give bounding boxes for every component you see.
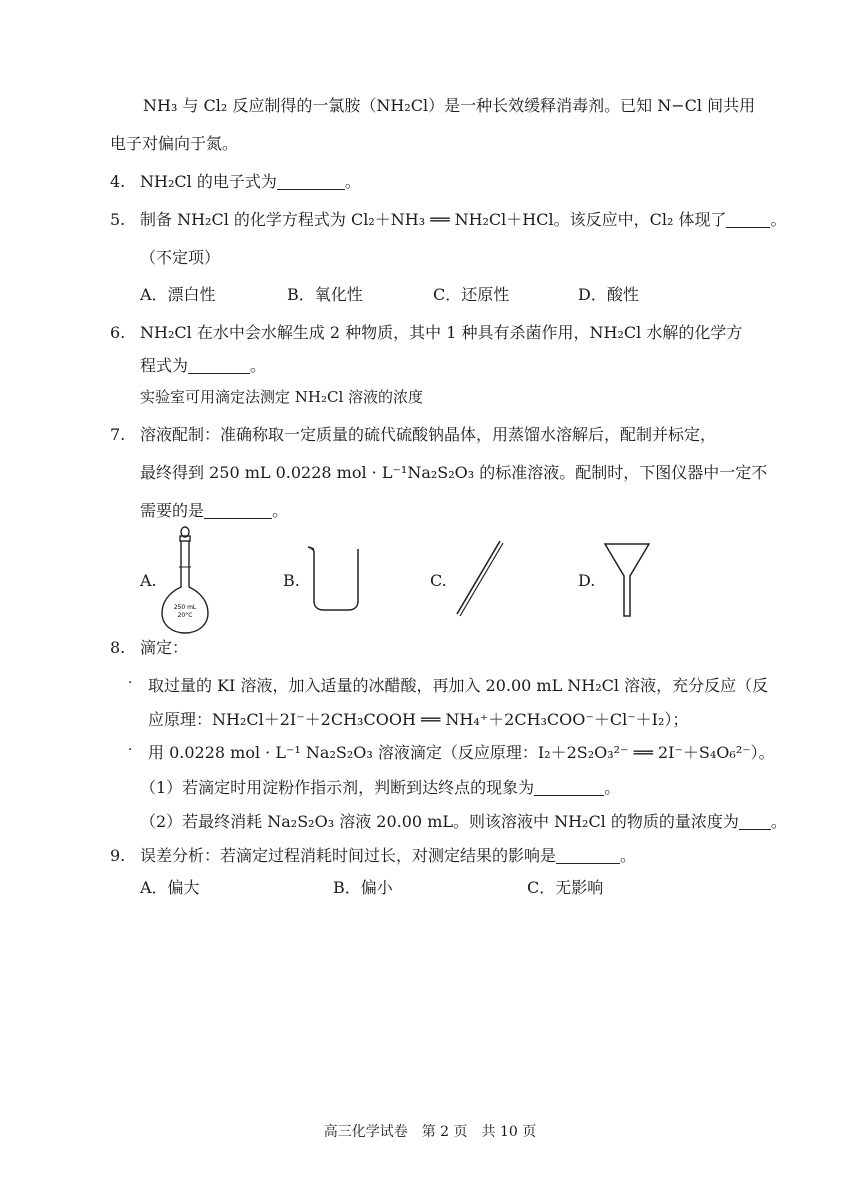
question-5-note: （不定项） bbox=[140, 248, 221, 267]
bullet-2: · bbox=[128, 742, 133, 758]
question-5-text bbox=[140, 209, 786, 231]
option-d[interactable]: D．酸性 bbox=[578, 285, 639, 304]
question-6-number: 6. bbox=[110, 323, 126, 342]
question-5-number: 5. bbox=[110, 210, 126, 229]
question-7-end: 。 bbox=[272, 501, 289, 520]
question-8-sub-1-prompt: （1）若滴定时用淀粉作指示剂，判断到达终点的现象为 bbox=[140, 778, 535, 797]
question-5-end: 。 bbox=[770, 210, 787, 229]
option-b[interactable]: B．氧化性 bbox=[287, 285, 363, 304]
beaker-icon bbox=[306, 543, 364, 613]
question-9-prompt: 误差分析：若滴定过程消耗时间过长，对测定结果的影响是 bbox=[140, 846, 557, 865]
question-8-number: 8. bbox=[110, 638, 126, 657]
glass-rod-icon bbox=[450, 538, 506, 618]
question-7-line-2: 最终得到 250 mL 0.0228 mol · L⁻¹Na₂S₂O₃ 的标准溶液。配制时，下图仪器中一定不 bbox=[140, 463, 768, 482]
answer-blank[interactable] bbox=[726, 211, 770, 228]
question-9-end: 。 bbox=[620, 846, 637, 865]
option-c[interactable]: C．无影响 bbox=[527, 878, 604, 897]
option-c[interactable]: C．还原性 bbox=[433, 285, 510, 304]
question-8-bullet-2: 用 0.0228 mol · L⁻¹ Na₂S₂O₃ 溶液滴定（反应原理：I₂＋2S₂O₃²⁻ ══ 2I⁻＋S₄O₆²⁻）。 bbox=[148, 743, 775, 762]
question-7-prompt: 需要的是 bbox=[140, 501, 205, 520]
question-7-number: 7. bbox=[110, 425, 126, 444]
intro-line-2: 电子对偏向于氮。 bbox=[110, 134, 239, 153]
intro-line-1: NH₃ 与 Cl₂ 反应制得的一氯胺（NH₂Cl）是一种长效缓释消毒剂。已知 N−Cl 间共用 bbox=[143, 96, 756, 115]
volumetric-flask-icon bbox=[158, 525, 218, 635]
option-b[interactable]: B．偏小 bbox=[333, 878, 393, 897]
lab-note: 实验室可用滴定法测定 NH₂Cl 溶液的浓度 bbox=[140, 388, 424, 406]
question-9-number: 9. bbox=[110, 846, 126, 865]
question-4-number: 4. bbox=[110, 172, 126, 191]
answer-blank[interactable] bbox=[739, 813, 771, 830]
answer-blank[interactable] bbox=[556, 847, 620, 864]
question-5-prompt: 制备 NH₂Cl 的化学方程式为 Cl₂＋NH₃ ══ NH₂Cl＋HCl。该反应中，Cl₂ 体现了 bbox=[140, 210, 727, 229]
option-a[interactable]: A．漂白性 bbox=[140, 285, 216, 304]
question-8-sub-1 bbox=[140, 777, 620, 799]
question-8-bullet-1-line-1: 取过量的 KI 溶液，加入适量的冰醋酸，再加入 20.00 mL NH₂Cl 溶液，充分反应（反 bbox=[148, 676, 769, 695]
apparatus-label-a[interactable]: A. bbox=[140, 571, 157, 590]
answer-blank[interactable] bbox=[277, 173, 345, 190]
question-8-sub-2-end: 。 bbox=[770, 812, 787, 831]
question-6-line-1: NH₂Cl 在水中会水解生成 2 种物质，其中 1 种具有杀菌作用，NH₂Cl 水解的化学方 bbox=[140, 323, 743, 342]
question-8-title: 滴定： bbox=[140, 638, 189, 657]
question-6-prompt: 程式为 bbox=[140, 356, 189, 375]
funnel-icon bbox=[602, 540, 652, 620]
page-footer: 高三化学试卷 第 2 页 共 10 页 bbox=[323, 1124, 537, 1140]
question-7-line-1: 溶液配制：准确称取一定质量的硫代硫酸钠晶体，用蒸馏水溶解后，配制并标定， bbox=[140, 425, 717, 444]
question-4-text bbox=[140, 171, 361, 193]
question-6-line-2 bbox=[140, 355, 266, 377]
apparatus-label-c[interactable]: C. bbox=[430, 571, 447, 590]
flask-temp-label: 20°C bbox=[177, 612, 193, 619]
bullet-1: · bbox=[128, 675, 133, 691]
question-8-sub-2-prompt: （2）若最终消耗 Na₂S₂O₃ 溶液 20.00 mL。则该溶液中 NH₂Cl 的物质的量浓度为 bbox=[140, 812, 739, 831]
flask-volume-label: 250 mL bbox=[173, 604, 197, 611]
option-a[interactable]: A．偏大 bbox=[140, 878, 200, 897]
answer-blank[interactable] bbox=[188, 357, 250, 374]
question-8-bullet-1-line-2: 应原理：NH₂Cl＋2I⁻＋2CH₃COOH ══ NH₄⁺＋2CH₃COO⁻＋Cl⁻＋I₂）； bbox=[148, 710, 689, 729]
question-4-prompt: NH₂Cl 的电子式为 bbox=[140, 172, 277, 191]
question-8-sub-2 bbox=[140, 811, 787, 833]
question-4-end: 。 bbox=[344, 172, 361, 191]
question-6-end: 。 bbox=[250, 356, 267, 375]
question-9-text bbox=[140, 845, 636, 867]
question-8-sub-1-end: 。 bbox=[604, 778, 621, 797]
apparatus-label-b[interactable]: B. bbox=[283, 571, 300, 590]
answer-blank[interactable] bbox=[204, 502, 272, 519]
question-7-line-3 bbox=[140, 500, 288, 522]
apparatus-label-d[interactable]: D. bbox=[578, 571, 596, 590]
answer-blank[interactable] bbox=[534, 779, 604, 796]
